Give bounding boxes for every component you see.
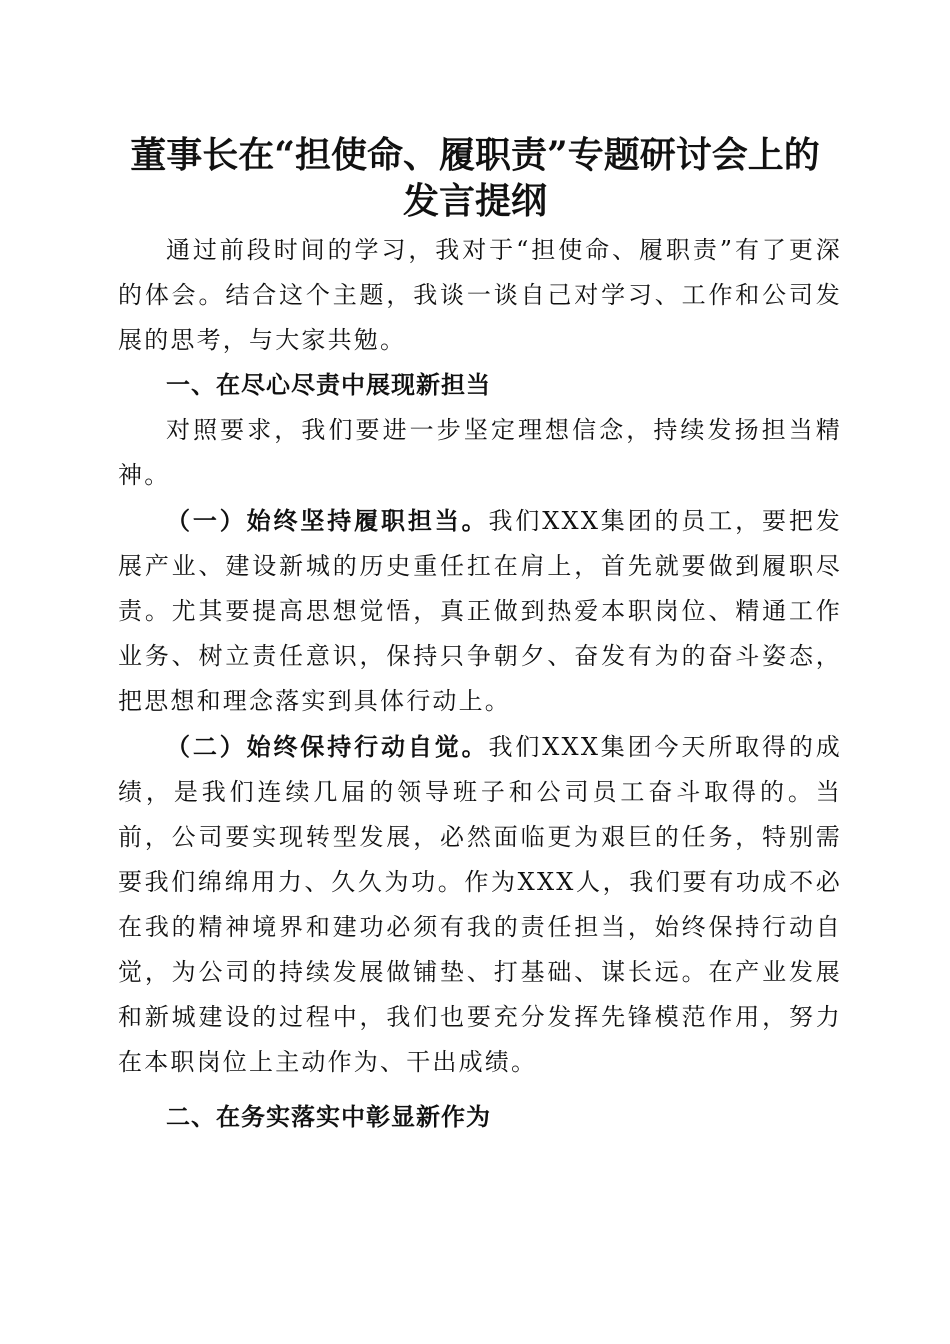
section-2-heading: 二、在务实落实中彰显新作为 xyxy=(166,1103,491,1131)
intro-paragraph: 通过前段时间的学习，我对于“担使命、履职责”有了更深的体会。结合这个主题，我谈一谈自己对学习、工作和公司发展的思考，与大家共勉。 xyxy=(118,236,842,354)
item-2-lead: （二）始终保持行动自觉。 xyxy=(166,732,489,761)
item-2-text: 我们XXX集团今天所取得的成绩，是我们连续几届的领导班子和公司员工奋斗取得的。当前，公司要实现转型发展，必然面临更为艰巨的任务，特别需要我们绵绵用力、久久为功。作为XXX人，我们要有功成不必在我的精神境界和建功必须有我的责任担当，始终保持行动自觉，为公司的持续发展做铺垫、打基础、谋长远。在产业发展和新城建设的过程中，我们也要充分发挥先锋模范作用，努力在本职岗位上主动作为、干出成绩。 xyxy=(118,733,843,1076)
item-1-lead: （一）始终坚持履职担当。 xyxy=(166,506,489,535)
title-line-1: 董事长在“担使命、履职责”专题研讨会上的 xyxy=(130,134,820,176)
item-1-text: 我们XXX集团的员工，要把发展产业、建设新城的历史重任扛在肩上，首先就要做到履职尽责。尤其要提高思想觉悟，真正做到热爱本职岗位、精通工作业务、树立责任意识，保持只争朝夕、奋发有为的奋斗姿态，把思想和理念落实到具体行动上。 xyxy=(118,507,843,715)
section-1-lead-paragraph: 对照要求，我们要进一步坚定理想信念，持续发扬担当精神。 xyxy=(118,416,842,489)
section-1-item-2 xyxy=(118,724,842,1085)
title-line-2: 发言提纲 xyxy=(402,180,547,222)
document-title xyxy=(100,132,850,224)
document-body xyxy=(118,228,842,1140)
section-1-item-1 xyxy=(118,498,842,724)
section-1-heading: 一、在尽心尽责中展现新担当 xyxy=(166,371,491,399)
